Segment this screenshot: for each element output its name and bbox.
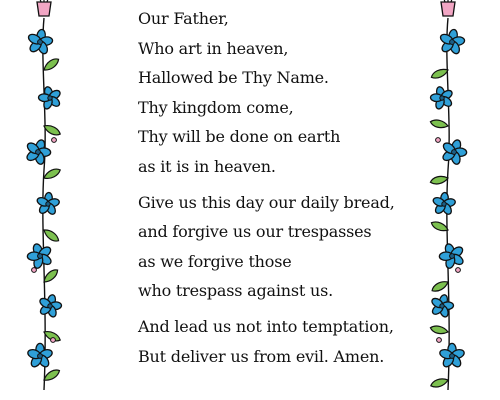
prayer-line: and forgive us our trespasses [138,222,372,242]
leaf-icon [430,219,449,234]
cornflower-icon [431,191,457,216]
berry-dot [456,268,461,273]
prayer-line: as it is in heaven. [138,156,276,176]
cornflower-icon [435,240,469,273]
cornflower-icon [25,27,56,57]
cornflower-icon [35,292,64,321]
leaf-icon [430,66,449,81]
stanza-2 [138,188,408,306]
cornflower-icon [427,292,456,321]
prayer-line: Hallowed be Thy Name. [138,68,329,88]
right-flower-border [422,0,474,400]
prayer-line: Thy will be done on earth [138,127,341,147]
cornflower-icon [35,191,61,216]
flower-pot-icon [441,0,455,16]
berry-dot [436,138,441,143]
stanza-1 [138,4,408,182]
cornflower-icon [35,84,64,113]
cornflower-icon [23,240,57,273]
leaf-icon [42,57,61,72]
leaf-icon [429,118,448,131]
prayer-line: And lead us not into temptation, [138,316,394,336]
flower-pot-icon [37,0,51,16]
cornflower-icon [27,343,54,368]
prayer-line: Thy kingdom come, [138,97,294,117]
cornflower-icon [437,136,471,169]
leaf-icon [42,167,61,180]
prayer-line: Our Father, [138,9,229,28]
prayer-line: as we forgive those [138,251,292,271]
prayer-line: who trespass against us. [138,281,334,301]
prayer-text [138,4,408,371]
leaf-icon [430,376,449,390]
prayer-line: Give us this day our daily bread, [138,192,395,212]
cornflower-icon [437,27,468,57]
prayer-line: But deliver us from evil. Amen. [138,346,385,366]
berry-dot [51,338,56,343]
right-border-vine [422,0,474,400]
berry-dot [437,338,442,343]
left-border-vine [18,0,70,400]
cornflower-icon [427,84,456,113]
berry-dot [52,138,57,143]
left-flower-border [18,0,70,400]
leaf-icon [429,324,448,337]
stanza-3 [138,312,408,371]
leaf-icon [429,174,448,187]
berry-dot [32,268,37,273]
prayer-line: Who art in heaven, [138,38,289,58]
cornflower-icon [21,136,55,169]
leaf-icon [431,278,450,294]
leaf-icon [42,228,61,243]
cornflower-icon [439,343,466,368]
